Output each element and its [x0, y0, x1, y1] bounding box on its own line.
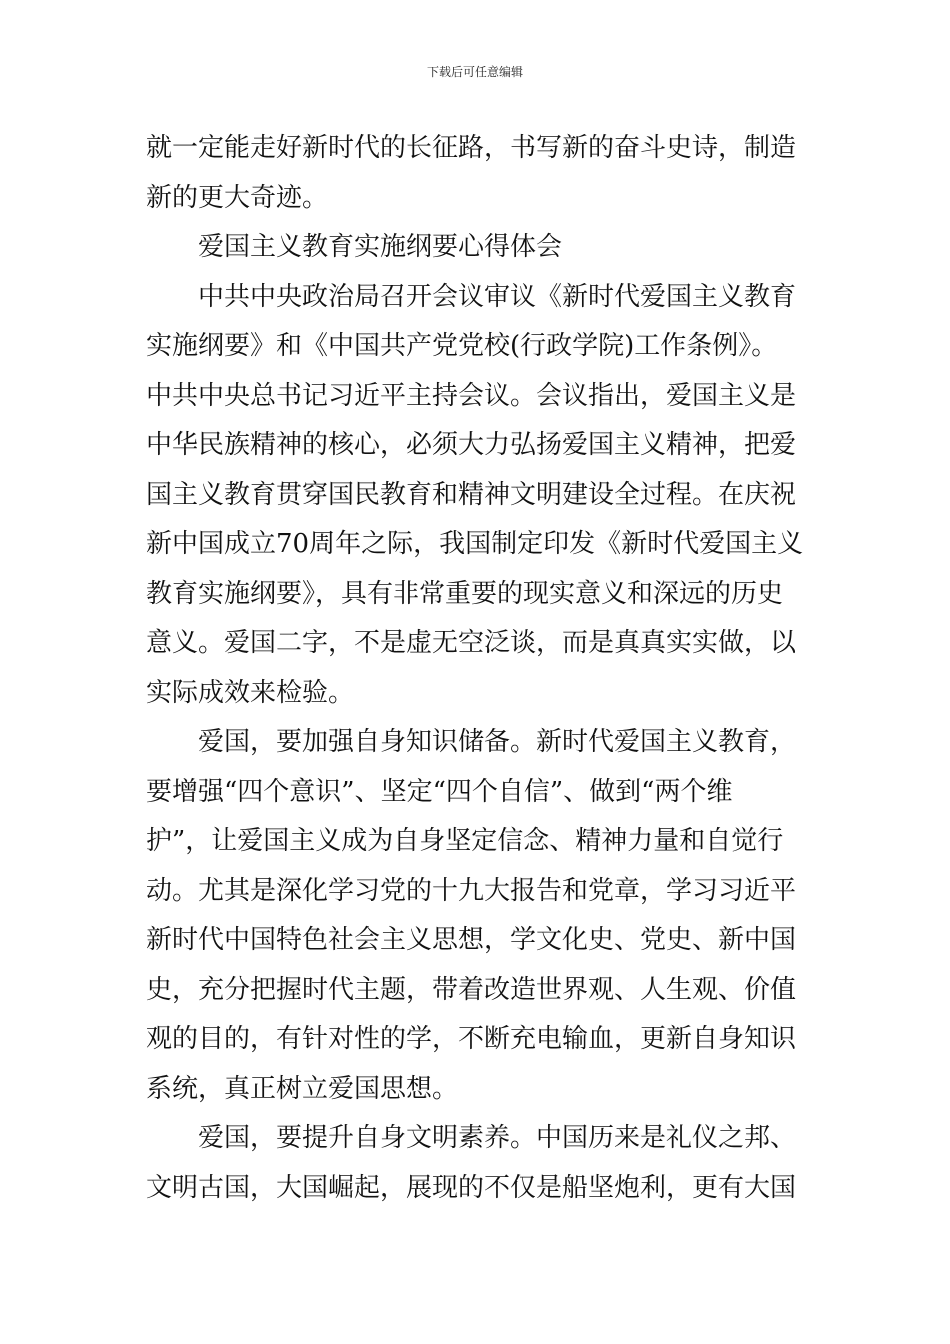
text-line: 爱国，要加强自身知识储备。新时代爱国主义教育，: [198, 727, 797, 757]
text-line: 意义。爱国二字，不是虚无空泛谈，而是真真实实做，以: [146, 628, 797, 658]
text-line: 文明古国，大国崛起，展现的不仅是船坚炮利，更有大国: [146, 1172, 797, 1203]
text-line: 国主义教育贯穿国民教育和精神文明建设全过程。在庆祝: [146, 479, 797, 510]
text-line: 系统，真正树立爱国思想。: [146, 1073, 459, 1104]
text-line: 动。尤其是深化学习党的十九大报告和党章，学习习近平: [146, 875, 797, 906]
text-line: 新时代中国特色社会主义思想，学文化史、党史、新中国: [146, 925, 797, 955]
text-line: 中共中央总书记习近平主持会议。会议指出，爱国主义是: [146, 380, 797, 411]
text-line: 爱国，要提升自身文明素养。中国历来是礼仪之邦、: [198, 1123, 797, 1153]
text-line: 新中国成立70周年之际，我国制定印发《新时代爱国主义: [146, 529, 804, 559]
text-line: 新的更大奇迹。: [146, 182, 329, 213]
text-line: 史，充分把握时代主题，带着改造世界观、人生观、价值: [146, 974, 797, 1005]
text-line: 就一定能走好新时代的长征路，书写新的奋斗史诗，制造: [146, 133, 797, 163]
text-line: 实际成效来检验。: [146, 677, 355, 708]
text-line: 观的目的，有针对性的学，不断充电输血，更新自身知识: [146, 1024, 797, 1054]
text-line: 实施纲要》和《中国共产党党校(行政学院)工作条例》。: [146, 331, 778, 361]
text-line: 爱国主义教育实施纲要心得体会: [198, 232, 563, 262]
text-line: 护”，让爱国主义成为自身坚定信念、精神力量和自觉行: [146, 826, 784, 856]
page-header: 下载后可任意编辑: [426, 65, 523, 79]
document-body: [146, 124, 810, 1213]
text-line: 中共中央政治局召开会议审议《新时代爱国主义教育: [198, 281, 797, 312]
text-line: 要增强“四个意识”、坚定“四个自信”、做到“两个维: [146, 776, 733, 807]
text-line: 中华民族精神的核心，必须大力弘扬爱国主义精神，把爱: [146, 430, 797, 460]
text-line: 教育实施纲要》，具有非常重要的现实意义和深远的历史: [146, 578, 784, 609]
